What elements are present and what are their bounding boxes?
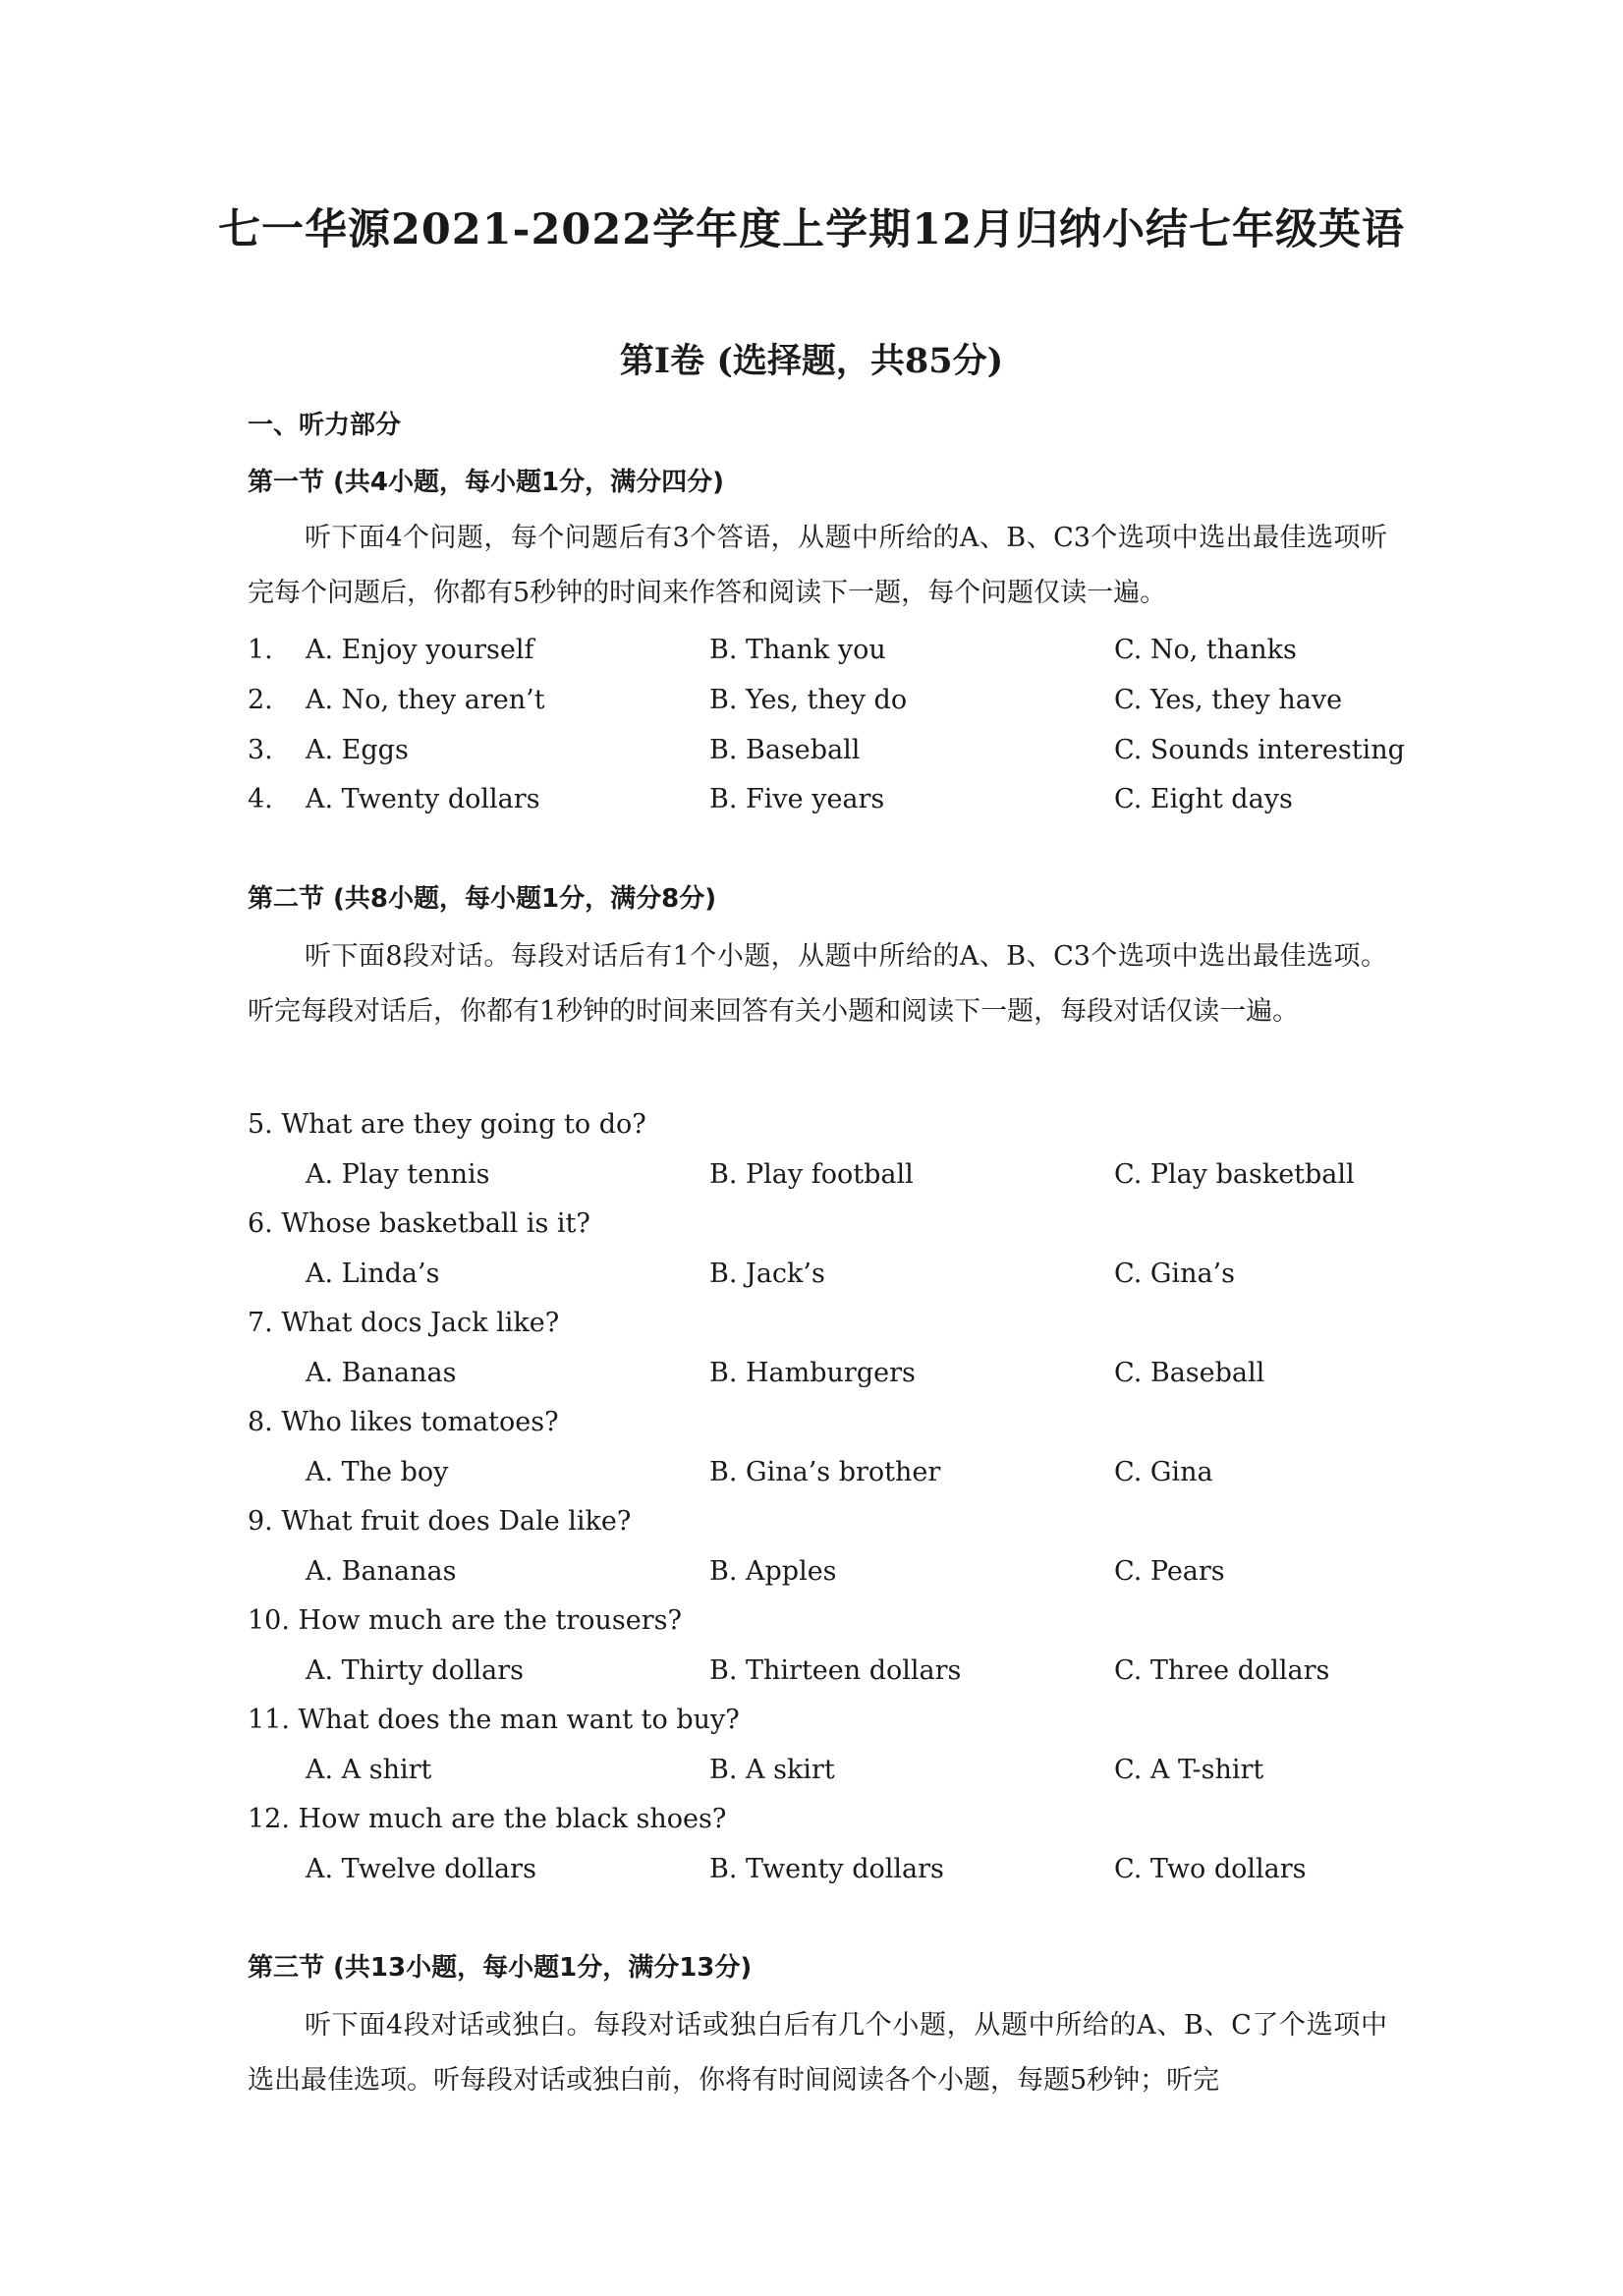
option-row (0, 1459, 1623, 1498)
part-heading-listening: 一、听力部分 (248, 411, 402, 440)
question-stem: 9. What fruit does Dale like? (248, 1506, 632, 1537)
option-row (0, 1657, 1623, 1697)
option-c: C. Gina (1114, 1457, 1213, 1487)
question-number: 1. (248, 635, 273, 665)
option-row (0, 1558, 1623, 1597)
option-a: A. Twenty dollars (306, 784, 540, 814)
option-c: C. Three dollars (1114, 1655, 1330, 1686)
question-stem: 7. What docs Jack like? (248, 1308, 560, 1338)
option-a: A. Bananas (306, 1556, 457, 1587)
question-stem: 11. What does the man want to buy? (248, 1705, 740, 1735)
option-a: A. A shirt (306, 1755, 432, 1785)
option-row (0, 1757, 1623, 1796)
question-number: 4. (248, 784, 273, 814)
option-row (0, 1360, 1623, 1399)
option-a: A. Bananas (306, 1358, 457, 1388)
section2-instructions: 听下面8段对话。每段对话后有1个小题，从题中所给的A、B、C3个选项中选出最佳选项。听完每段对话后，你都有1秒钟的时间来回答有关小题和阅读下一题，每段对话仅读一遍。 (248, 941, 1387, 1027)
option-b: B. Apples (709, 1556, 837, 1587)
option-a: A. Thirty dollars (306, 1655, 524, 1686)
option-a: A. Enjoy yourself (306, 635, 534, 665)
question-row (0, 786, 1623, 825)
option-b: B. Yes, they do (709, 685, 908, 715)
option-b: B. Baseball (709, 735, 861, 765)
option-b: B. Gina’s brother (709, 1457, 941, 1487)
page-title: 七一华源2021-2022学年度上学期12月归纳小结七年级英语 (217, 205, 1406, 254)
option-c: C. Eight days (1114, 784, 1293, 814)
section1-instructions: 听下面4个问题，每个问题后有3个答语，从题中所给的A、B、C3个选项中选出最佳选项听完每个问题后，你都有5秒钟的时间来作答和阅读下一题，每个问题仅读一遍。 (248, 523, 1387, 608)
paper-subtitle: 第I卷 (选择题，共85分) (619, 341, 1004, 381)
question-stem: 6. Whose basketball is it? (248, 1208, 590, 1239)
option-row (0, 1856, 1623, 1895)
option-c: C. Gina’s (1114, 1259, 1235, 1289)
question-stem: 8. Who likes tomatoes? (248, 1407, 559, 1437)
option-c: C. A T-shirt (1114, 1755, 1264, 1785)
option-c: C. Pears (1114, 1556, 1225, 1587)
option-a: A. Linda’s (306, 1259, 440, 1289)
section3-heading: 第三节 (共13小题，每小题1分，满分13分) (248, 1953, 753, 1983)
question-number: 2. (248, 685, 273, 715)
option-c: C. Sounds interesting (1114, 735, 1405, 765)
option-a: A. Twelve dollars (306, 1854, 536, 1884)
option-row (0, 1161, 1623, 1201)
question-stem: 12. How much are the black shoes? (248, 1804, 727, 1834)
option-a: A. Eggs (306, 735, 409, 765)
option-a: A. The boy (306, 1457, 449, 1487)
option-b: B. Thirteen dollars (709, 1655, 962, 1686)
option-b: B. A skirt (709, 1755, 835, 1785)
section1-heading: 第一节 (共4小题，每小题1分，满分四分) (248, 468, 724, 497)
option-c: C. Two dollars (1114, 1854, 1307, 1884)
option-b: B. Jack’s (709, 1259, 825, 1289)
question-row (0, 637, 1623, 676)
option-c: C. Baseball (1114, 1358, 1265, 1388)
question-row (0, 737, 1623, 776)
option-b: B. Twenty dollars (709, 1854, 944, 1884)
option-c: C. Yes, they have (1114, 685, 1343, 715)
question-row (0, 687, 1623, 726)
option-c: C. Play basketball (1114, 1159, 1355, 1190)
option-a: A. Play tennis (306, 1159, 490, 1190)
option-b: B. Hamburgers (709, 1358, 916, 1388)
option-c: C. No, thanks (1114, 635, 1297, 665)
option-b: B. Play football (709, 1159, 914, 1190)
section3-instructions: 听下面4段对话或独白。每段对话或独白后有几个小题，从题中所给的A、B、C了个选项中选出最佳选项。听每段对话或独白前，你将有时间阅读各个小题，每题5秒钟；听完 (248, 2010, 1387, 2096)
option-row (0, 1260, 1623, 1300)
question-number: 3. (248, 735, 273, 765)
option-a: A. No, they aren’t (306, 685, 545, 715)
option-b: B. Five years (709, 784, 885, 814)
question-stem: 10. How much are the trousers? (248, 1605, 682, 1636)
option-b: B. Thank you (709, 635, 886, 665)
question-stem: 5. What are they going to do? (248, 1109, 646, 1140)
section2-heading: 第二节 (共8小题，每小题1分，满分8分) (248, 884, 717, 914)
